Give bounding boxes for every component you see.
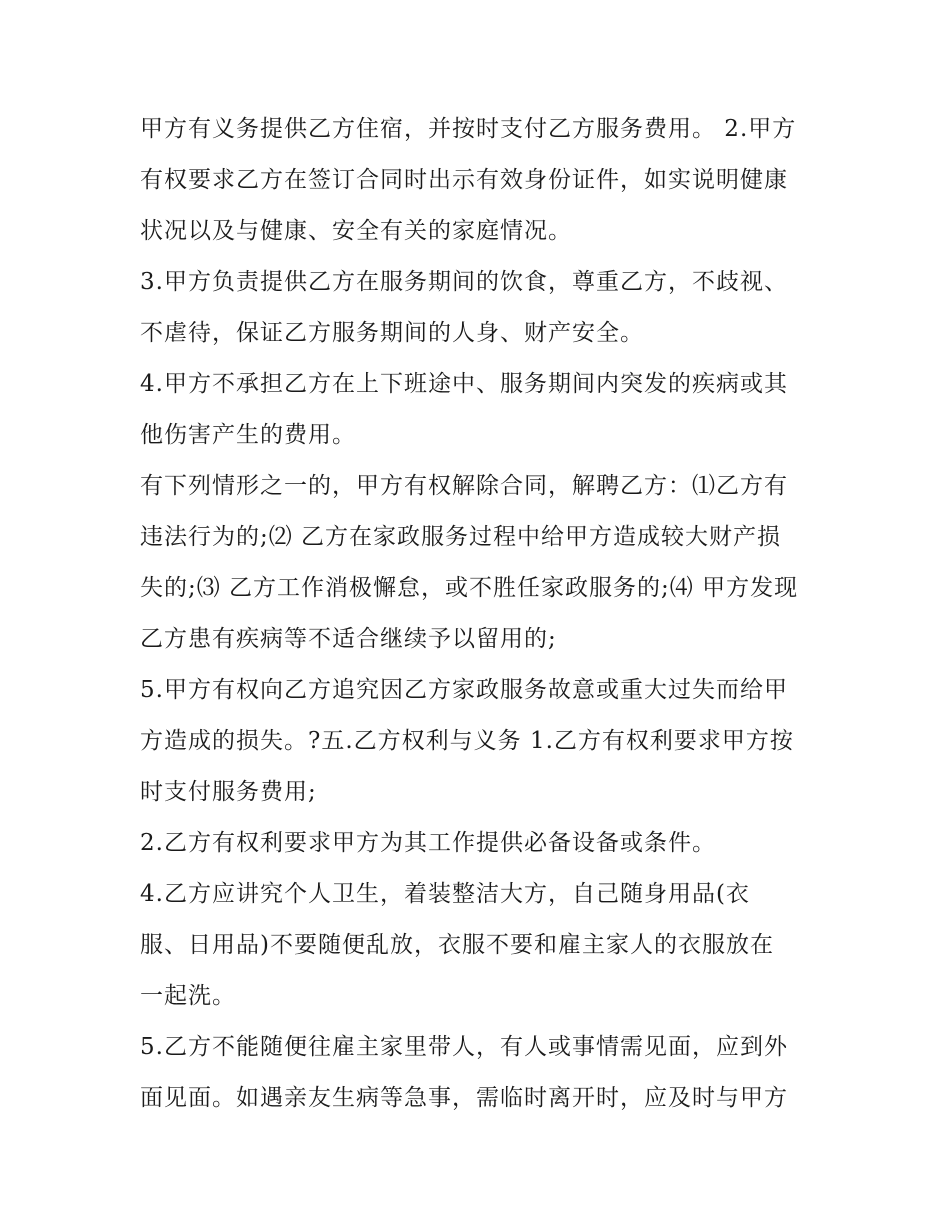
text-line: 服、日用品)不要随便乱放，衣服不要和雇主家人的衣服放在 [140,932,774,958]
text-line: 面见面。如遇亲友生病等急事，需临时离开时，应及时与甲方 [140,1085,788,1111]
text-line: 有权要求乙方在签订合同时出示有效身份证件，如实说明健康 [140,167,788,193]
text-line: 状况以及与健康、安全有关的家庭情况。 [140,218,572,244]
text-line: 4.甲方不承担乙方在上下班途中、服务期间内突发的疾病或其 [140,371,788,397]
text-line: 4.乙方应讲究个人卫生，着装整洁大方，自己随身用品(衣 [140,881,750,907]
text-line: 违法行为的;⑵ 乙方在家政服务过程中给甲方造成较大财产损 [140,524,782,550]
text-line: 甲方有义务提供乙方住宿，并按时支付乙方服务费用。 2.甲方 [140,116,797,142]
text-line: 一起洗。 [140,983,236,1009]
contract-text [140,104,820,1124]
text-line: 时支付服务费用; [140,779,317,805]
text-line: 乙方患有疾病等不适合继续予以留用的; [140,626,557,652]
text-line: 5.甲方有权向乙方追究因乙方家政服务故意或重大过失而给甲 [140,677,788,703]
text-line: 他伤害产生的费用。 [140,422,356,448]
text-line: 方造成的损失。?五.乙方权利与义务 1.乙方有权利要求甲方按 [140,728,794,754]
text-line: 5.乙方不能随便往雇主家里带人，有人或事情需见面，应到外 [140,1034,788,1060]
text-line: 2.乙方有权利要求甲方为其工作提供必备设备或条件。 [140,830,716,856]
text-line: 不虐待，保证乙方服务期间的人身、财产安全。 [140,320,644,346]
text-line: 有下列情形之一的，甲方有权解除合同，解聘乙方：⑴乙方有 [140,473,788,499]
text-line: 失的;⑶ 乙方工作消极懈怠，或不胜任家政服务的;⑷ 甲方发现 [140,575,799,601]
text-line: 3.甲方负责提供乙方在服务期间的饮食，尊重乙方，不歧视、 [140,269,788,295]
